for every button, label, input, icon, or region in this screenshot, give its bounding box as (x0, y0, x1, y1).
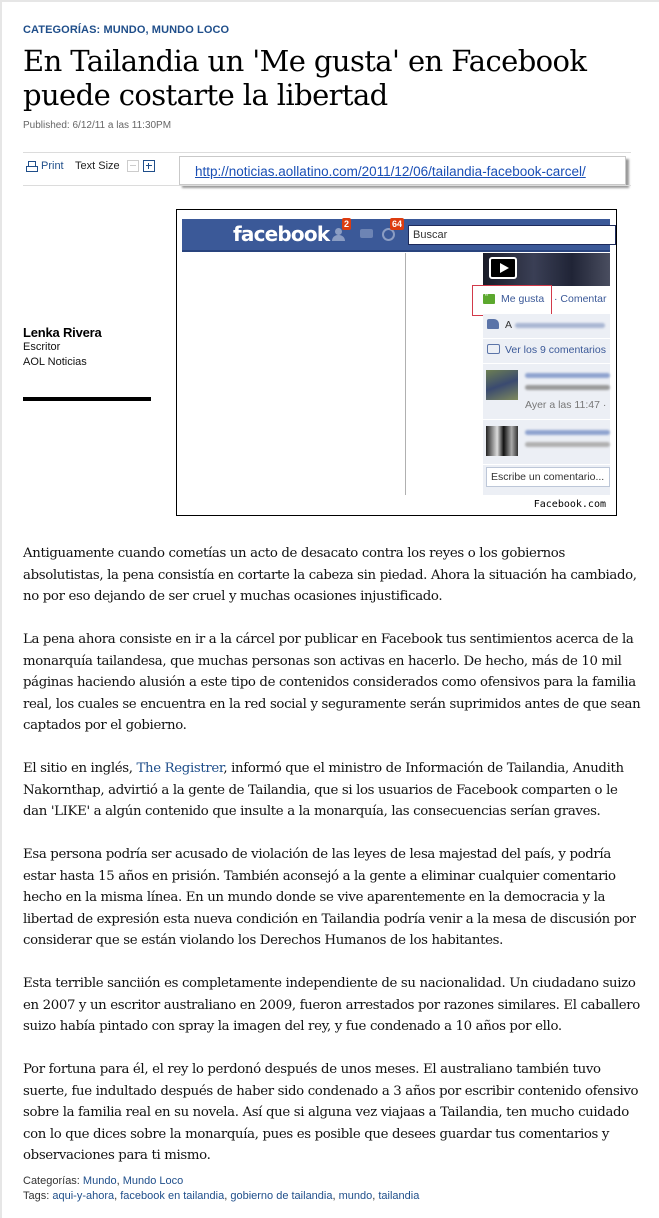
comment-bubble-icon (487, 344, 500, 354)
blurred-comment-text (525, 385, 610, 390)
footer-tags: Tags: aqui-y-ahora, facebook en tailandia, gobierno de tailandia, mundo, tailandia (23, 1190, 420, 1202)
author-name: Lenka Rivera (23, 325, 102, 340)
paragraph: El sitio en inglés, The Registrer, informó que el ministro de Información de Tailandia, Anudith Nakornthap, advirtió a la gente de Tailandia, que si los usuarios de Facebook comparten o le dan 'LIKE' a algún contenido que insulte a la monarquía, las consecuencias serían graves. (23, 761, 624, 819)
view-comments-label: Ver los 9 comentarios (505, 344, 606, 356)
blurred-comment-text (525, 442, 610, 447)
tag-link[interactable]: gobierno de tailandia (230, 1190, 333, 1202)
text-size-increase-icon[interactable] (143, 160, 155, 172)
author-role: Escritor (23, 341, 61, 353)
comment-input-box (486, 467, 610, 487)
view-comments-row (483, 339, 610, 364)
comment-item (483, 420, 610, 465)
article-meta-footer (23, 1174, 419, 1204)
video-thumbnail (483, 253, 610, 286)
paragraph: Esa persona podría ser acusado de violación de las leyes de lesa majestad del país, y podría estar hasta 15 años en prisión. También aconsejó a la gente a eliminar cualquier comentario hecho en la misma línea. En un mundo donde se vive aparentemente en la democracia y la libertad de expresión esta nueva condición en Tailandia podría venir a la mesa de discusión por considerar que se están violando los Derechos Humanos de los habitantes. (23, 847, 636, 948)
source-url-box (179, 156, 626, 185)
paragraph: La pena ahora consiste en ir a la cárcel por publicar en Facebook tus sentimientos acerca de la monarquía tailandesa, que muchas personas son activas en hacerlo. De hecho, más de 10 mil páginas haciendo alusión a este tipo de contenidos considerados como ofensivos para la familia real, los cuales se encuentra en la red social y seguramente serán suprimidos antes de que sean captados por el gobierno. (23, 632, 641, 733)
text-size-decrease-icon[interactable] (127, 160, 139, 172)
author-divider (23, 397, 151, 401)
notifications-badge: 64 (392, 219, 403, 229)
left-border (0, 0, 2, 1218)
me-gusta-highlight-box (472, 285, 552, 316)
comentar-label: · Comentar (554, 293, 607, 305)
comment-item (483, 364, 610, 420)
facebook-top-bar (182, 219, 610, 252)
paragraph: Esta terrible sanciión es completamente independiente de su nacionalidad. Un ciudadano suizo en 2007 y un escritor australiano en 2009, fueron arrestados por razones similares. El caballero suizo había pintado con spray la imagen del rey, y fue condenado a 10 años por ello. (23, 976, 640, 1034)
author-organization: AOL Noticias (23, 356, 87, 368)
category-link[interactable]: Mundo (82, 1175, 117, 1187)
category-header: CATEGORÍAS: MUNDO, MUNDO LOCO (23, 24, 230, 36)
blurred-comment-author (525, 430, 610, 435)
facebook-search-placeholder: Buscar (413, 229, 448, 241)
tag-link[interactable]: facebook en tailandia (120, 1190, 225, 1202)
paragraph: Antiguamente cuando cometías un acto de desacato contra los reyes o los gobiernos absolutistas, la pena consistía en cortarte la cabeza sin piedad. Ahora la situación ha cambiado, no por eso dejando de ser cruel y muchas ocasiones injustificado. (23, 546, 637, 604)
print-button[interactable] (26, 160, 64, 172)
me-gusta-label: Me gusta (501, 293, 545, 305)
tag-link[interactable]: tailandia (378, 1190, 420, 1202)
categories-label: Categorías: (23, 1175, 83, 1187)
category-link[interactable]: Mundo Loco (122, 1175, 184, 1187)
text-size-label: Text Size (75, 160, 120, 172)
blurred-names (515, 323, 605, 328)
printer-icon (26, 161, 37, 172)
tag-link[interactable]: aqui-y-ahora (52, 1190, 115, 1202)
facebook-column-divider (405, 253, 406, 495)
top-border (0, 0, 659, 2)
blurred-comment-author (525, 373, 610, 378)
image-credit: Facebook.com (533, 499, 606, 510)
article-title: En Tailandia un 'Me gusta' en Facebook puede costarte la libertad (23, 44, 587, 112)
comment-timestamp: Ayer a las 11:47 · (525, 399, 607, 411)
source-url-link[interactable]: http://noticias.aollatino.com/2011/12/06/tailandia-facebook-carcel/ (195, 164, 586, 179)
facebook-logo: facebook (233, 222, 330, 246)
liked-by-row (483, 314, 610, 339)
facebook-comments-panel (483, 314, 610, 495)
article-body (23, 543, 643, 1188)
friend-requests-badge: 2 (344, 219, 350, 229)
facebook-search-box (408, 225, 616, 245)
messages-icon (360, 228, 374, 241)
facebook-screenshot-image (176, 209, 617, 516)
toolbar-bottom-divider (23, 185, 631, 186)
commenter-avatar (486, 370, 518, 400)
liked-by-prefix: A (505, 319, 513, 331)
tag-link[interactable]: mundo (338, 1190, 373, 1202)
author-block (23, 325, 102, 370)
commenter-avatar (486, 426, 518, 456)
paragraph: Por fortuna para él, el rey lo perdonó después de unos meses. El australiano también tuvo suerte, fue indultado después de haber sido condenado a 3 años por escribir contenido ofensivo sobre la familia real en su novela. Así que si alguna vez viajaas a Tailandia, ten mucho cuidado con lo que dices sobre la monarquía, pues es posible que desees guardar tus comentarios y observaciones para ti mismo. (23, 1062, 639, 1163)
tags-label: Tags: (23, 1190, 53, 1202)
comment-input-placeholder: Escribe un comentario... (491, 471, 605, 483)
thumbs-up-icon (487, 319, 499, 329)
the-registrer-link[interactable]: The Registrer (136, 761, 224, 776)
published-date: Published: 6/12/11 a las 11:30PM (23, 120, 172, 131)
toolbar-top-divider (23, 152, 631, 153)
print-label: Print (41, 160, 64, 172)
footer-categories: Categorías: Mundo, Mundo Loco (23, 1175, 184, 1187)
play-icon (489, 257, 517, 279)
